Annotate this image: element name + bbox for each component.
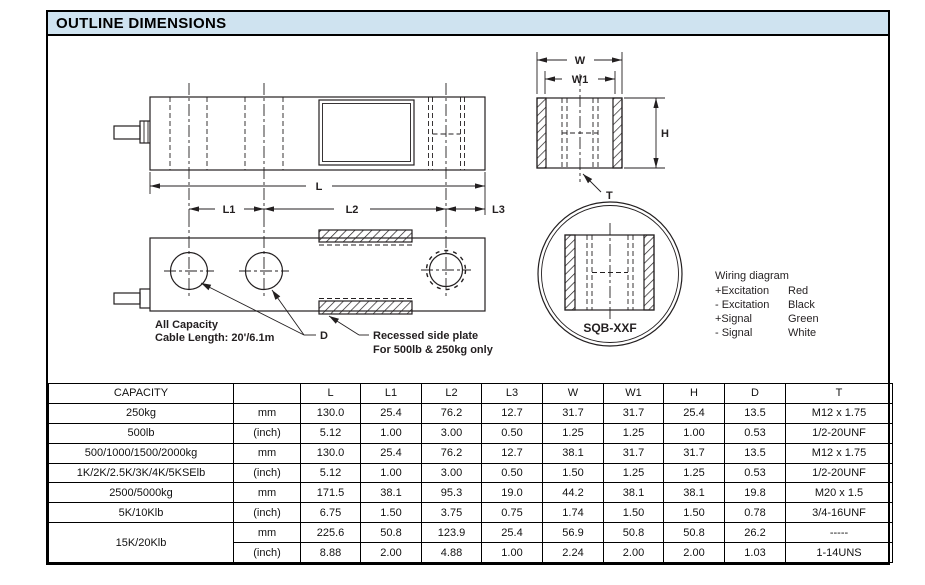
unit-cell: mm	[234, 403, 301, 423]
header-unit	[234, 384, 301, 404]
dim-label-H: H	[661, 128, 669, 140]
dim-cell: 1.50	[664, 503, 725, 523]
table-row	[49, 523, 893, 543]
loadcell-body-side	[150, 97, 485, 170]
wiring-diagram	[715, 270, 819, 339]
dim-cell: 1.25	[664, 463, 725, 483]
dimension-table	[48, 383, 893, 563]
unit-cell: (inch)	[234, 463, 301, 483]
table-row	[49, 443, 893, 463]
table-row	[49, 403, 893, 423]
dim-cell: 2.00	[604, 543, 664, 563]
leader-recessed-plate	[329, 316, 369, 335]
dim-cell: 50.8	[664, 523, 725, 543]
dim-cell: 6.75	[301, 503, 361, 523]
dim-cell: 4.88	[422, 543, 482, 563]
unit-cell: (inch)	[234, 503, 301, 523]
dim-cell: 19.8	[725, 483, 786, 503]
dim-H	[624, 98, 665, 168]
dim-cell: 31.7	[664, 443, 725, 463]
dim-cell: 38.1	[361, 483, 422, 503]
dim-cell: M20 x 1.5	[786, 483, 893, 503]
top-view	[114, 215, 485, 335]
dim-cell: 130.0	[301, 403, 361, 423]
header-W1: W1	[604, 384, 664, 404]
cross-section-view	[537, 52, 665, 192]
dim-cell: 1-14UNS	[786, 543, 893, 563]
dim-cell: 31.7	[543, 403, 604, 423]
dim-cell: 5.12	[301, 463, 361, 483]
dim-cell: 123.9	[422, 523, 482, 543]
dim-cell: 25.4	[664, 403, 725, 423]
datasheet-frame	[46, 10, 890, 565]
dim-cell: 50.8	[361, 523, 422, 543]
dim-cell: 3.75	[422, 503, 482, 523]
dim-cell: M12 x 1.75	[786, 403, 893, 423]
dim-cell: 225.6	[301, 523, 361, 543]
dim-cell: 56.9	[543, 523, 604, 543]
cable-rod	[114, 126, 140, 139]
table-row	[49, 483, 893, 503]
dim-cell: 76.2	[422, 403, 482, 423]
header-L2: L2	[422, 384, 482, 404]
capacity-cell: 5K/10Klb	[49, 503, 234, 523]
capacity-note-line2: Cable Length: 20'/6.1m	[155, 332, 275, 344]
unit-cell: (inch)	[234, 423, 301, 443]
dim-label-L2: L2	[345, 204, 359, 216]
dim-cell: 0.78	[725, 503, 786, 523]
table-header-row	[49, 384, 893, 404]
table-row	[49, 463, 893, 483]
dim-cell: 50.8	[604, 523, 664, 543]
wiring-label: +Excitation	[715, 285, 770, 297]
dim-cell: 12.7	[482, 403, 543, 423]
capacity-cell: 15K/20Klb	[49, 523, 234, 563]
capacity-cell: 250kg	[49, 403, 234, 423]
wiring-color: Red	[788, 285, 809, 297]
dim-cell: 171.5	[301, 483, 361, 503]
unit-cell: mm	[234, 483, 301, 503]
dim-cell: -----	[786, 523, 893, 543]
dim-cell: 1/2-20UNF	[786, 463, 893, 483]
dim-cell: 0.53	[725, 423, 786, 443]
dim-cell: 95.3	[422, 483, 482, 503]
section-titlebar	[48, 12, 888, 36]
capacity-cell: 500/1000/1500/2000kg	[49, 443, 234, 463]
header-L3: L3	[482, 384, 543, 404]
dim-cell: 1.03	[725, 543, 786, 563]
dim-cell: 38.1	[604, 483, 664, 503]
dim-label-L: L	[315, 181, 323, 193]
dim-cell: 1.00	[482, 543, 543, 563]
unit-cell: (inch)	[234, 543, 301, 563]
capacity-cell: 1K/2K/2.5K/3K/4K/5KSElb	[49, 463, 234, 483]
dim-cell: 13.5	[725, 403, 786, 423]
wiring-label: - Signal	[715, 327, 753, 339]
dim-cell: 1.74	[543, 503, 604, 523]
page-title: OUTLINE DIMENSIONS	[56, 14, 227, 32]
dim-label-T: T	[606, 190, 613, 202]
dim-cell: 2.00	[361, 543, 422, 563]
wiring-color: White	[788, 327, 817, 339]
recessed-note-line1: Recessed side plate	[373, 330, 479, 342]
dim-cell: 76.2	[422, 443, 482, 463]
dim-cell: 25.4	[361, 443, 422, 463]
dim-cell: 0.50	[482, 463, 543, 483]
side-view	[114, 83, 485, 215]
unit-cell: mm	[234, 523, 301, 543]
dim-cell: 38.1	[543, 443, 604, 463]
dim-cell: 26.2	[725, 523, 786, 543]
dim-cell: 25.4	[482, 523, 543, 543]
dim-cell: 31.7	[604, 403, 664, 423]
dim-label-D: D	[320, 330, 328, 342]
dim-label-L3: L3	[492, 204, 505, 216]
capacity-cell: 500lb	[49, 423, 234, 443]
dim-cell: 0.75	[482, 503, 543, 523]
dim-cell: 44.2	[543, 483, 604, 503]
dim-cell: 2.00	[664, 543, 725, 563]
recessed-plate-bottom	[319, 301, 412, 314]
section-wall-right	[613, 98, 622, 168]
section-wall-left	[537, 98, 546, 168]
dim-cell: 3.00	[422, 423, 482, 443]
dim-cell: 1.50	[604, 503, 664, 523]
table-row	[49, 423, 893, 443]
dim-cell: 3.00	[422, 463, 482, 483]
dim-cell: 1.50	[361, 503, 422, 523]
capacity-note-line1: All Capacity	[155, 319, 218, 331]
wiring-color: Black	[788, 299, 815, 311]
dim-label-W1: W1	[571, 74, 589, 86]
capacity-cell: 2500/5000kg	[49, 483, 234, 503]
dim-cell: 0.50	[482, 423, 543, 443]
dim-cell: 1/2-20UNF	[786, 423, 893, 443]
recessed-plate-top	[319, 230, 412, 242]
dim-cell: M12 x 1.75	[786, 443, 893, 463]
dim-cell: 1.25	[604, 423, 664, 443]
dim-cell: 25.4	[361, 403, 422, 423]
dim-cell: 8.88	[301, 543, 361, 563]
technical-drawing-svg	[48, 36, 888, 383]
dim-cell: 3/4-16UNF	[786, 503, 893, 523]
dim-cell: 0.53	[725, 463, 786, 483]
wiring-label: +Signal	[715, 313, 753, 325]
dim-cell: 1.25	[543, 423, 604, 443]
dim-cell: 1.00	[361, 463, 422, 483]
header-D: D	[725, 384, 786, 404]
table-row	[49, 503, 893, 523]
recessed-note-line2: For 500lb & 250kg only	[373, 344, 493, 356]
cable-rod-top	[114, 293, 140, 304]
dim-cell: 5.12	[301, 423, 361, 443]
dim-cell: 19.0	[482, 483, 543, 503]
dim-cell: 1.00	[664, 423, 725, 443]
wiring-title: Wiring diagram	[715, 270, 789, 282]
dim-cell: 1.00	[361, 423, 422, 443]
header-L: L	[301, 384, 361, 404]
wiring-color: Green	[788, 313, 819, 325]
model-label: SQB-XXF	[583, 321, 637, 335]
header-W: W	[543, 384, 604, 404]
dim-label-W: W	[574, 55, 586, 67]
dim-cell: 1.50	[543, 463, 604, 483]
leader-T	[583, 174, 601, 192]
header-H: H	[664, 384, 725, 404]
dim-cell: 2.24	[543, 543, 604, 563]
wiring-label: - Excitation	[715, 299, 770, 311]
dim-cell: 12.7	[482, 443, 543, 463]
header-L1: L1	[361, 384, 422, 404]
dim-cell: 38.1	[664, 483, 725, 503]
header-T: T	[786, 384, 893, 404]
dim-cell: 31.7	[604, 443, 664, 463]
dimension-table-wrap	[48, 383, 888, 563]
dim-cell: 130.0	[301, 443, 361, 463]
dim-cell: 13.5	[725, 443, 786, 463]
header-capacity: CAPACITY	[49, 384, 234, 404]
dim-label-L1: L1	[222, 204, 236, 216]
dim-cell: 1.25	[604, 463, 664, 483]
outline-drawing	[48, 36, 888, 383]
unit-cell: mm	[234, 443, 301, 463]
